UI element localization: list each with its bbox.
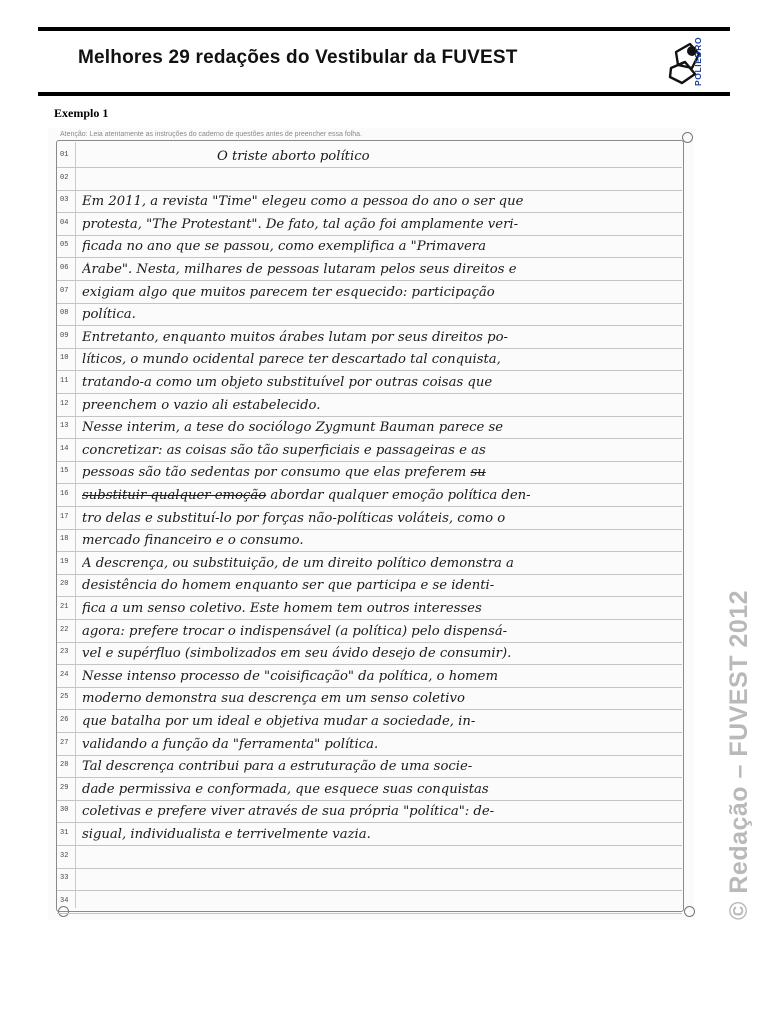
essay-line: moderno demonstra sua descrença em um senso coletivo [82, 691, 465, 707]
essay-line: Nesse intenso processo de "coisificação" da política, o homem [82, 668, 498, 684]
line-number: 28 [60, 761, 69, 770]
ruled-line [57, 891, 682, 914]
line-number: 09 [60, 331, 69, 340]
registration-mark-icon [684, 906, 695, 917]
essay-line: líticos, o mundo ocidental parece ter descartado tal conquista, [82, 352, 501, 368]
ruled-line [57, 168, 682, 191]
essay-line: que batalha por um ideal e objetiva mudar a sociedade, in- [82, 714, 476, 729]
ruled-line [57, 868, 682, 891]
line-number: 11 [60, 377, 69, 385]
essay-line: concretizar: as coisas são tão superficiais e passageiras e as [82, 442, 486, 458]
struck-text: substituir qualquer emoção [82, 488, 267, 503]
essay-line: preenchem o vazio ali estabelecido. [82, 397, 321, 413]
line-number: 12 [60, 399, 69, 408]
line-number: 31 [60, 829, 69, 837]
essay-line: A descrença, ou substituição, de um direito político demonstra a [82, 555, 514, 571]
line-number: 32 [60, 851, 69, 860]
line-number: 06 [60, 264, 69, 272]
line-number: 33 [60, 874, 69, 883]
line-number: 01 [60, 151, 69, 159]
line-number: 17 [60, 512, 69, 521]
struck-text: su [470, 465, 486, 481]
essay-line [82, 465, 682, 481]
essay-line: protesta, "The Protestant". De fato, tal ação foi amplamente veri- [82, 216, 519, 232]
essay-line: tratando-a como um objeto substituível por outras coisas que [82, 375, 493, 390]
line-number: 13 [60, 422, 69, 431]
sheet-instruction: Atenção: Leia atentamente as instruções do caderno de questões antes de preencher essa folha. [60, 131, 362, 138]
essay-line: mercado financeiro e o consumo. [82, 533, 304, 549]
essay-line: agora: prefere trocar o indispensável (a política) pelo dispensá- [82, 623, 508, 639]
line-number: 21 [60, 603, 69, 611]
line-number: 08 [60, 309, 69, 318]
essay-line: fica a um senso coletivo. Este homem tem outros interesses [82, 601, 482, 616]
logo-text: POLIEDRO [693, 36, 703, 86]
essay-line: tro delas e substituí-lo por forças não-políticas voláteis, como o [82, 510, 506, 526]
line-number: 20 [60, 580, 69, 589]
essay-line: desistência do homem enquanto ser que participa e se identi- [82, 578, 495, 594]
header-top-rule [38, 27, 730, 31]
line-number: 34 [60, 896, 69, 905]
ruled-line [57, 846, 682, 869]
essay-line: coletivas e prefere viver através de sua própria "política": de- [82, 804, 495, 820]
line-number: 22 [60, 625, 69, 634]
line-number: 03 [60, 196, 69, 205]
line-number: 07 [60, 286, 69, 295]
line-number: 10 [60, 354, 69, 363]
essay-line: Em 2011, a revista "Time" elegeu como a pessoa do ano o ser que [82, 194, 524, 210]
line-number: 16 [60, 490, 69, 498]
line-number: 24 [60, 670, 69, 679]
essay-line: Tal descrença contribui para a estruturação de uma socie- [82, 759, 473, 775]
line-number: 27 [60, 738, 69, 747]
line-number: 02 [60, 173, 69, 182]
line-number: 18 [60, 535, 69, 544]
line-number: 15 [60, 467, 69, 476]
line-number: 25 [60, 693, 69, 702]
essay-line: Nesse interim, a tese do sociólogo Zygmunt Bauman parece se [82, 420, 504, 436]
essay-line: ficada no ano que se passou, como exemplifica a "Primavera [82, 239, 486, 255]
line-number: 05 [60, 241, 69, 250]
essay-line: Entretanto, enquanto muitos árabes lutam por seus direitos po- [82, 329, 508, 345]
line-number: 19 [60, 557, 69, 566]
essay-line: validando a função da "ferramenta" política. [82, 736, 379, 752]
line-number: 30 [60, 806, 69, 815]
essay-line: vel e supérfluo (simbolizados em seu ávido desejo de consumir). [82, 646, 512, 662]
essay-title: O triste aborto político [217, 149, 370, 164]
page-title: Melhores 29 redações do Vestibular da FUVEST [78, 47, 518, 68]
essay-line-text: pessoas são tão sedentas por consumo que elas preferem [82, 465, 467, 481]
essay-line: política. [82, 307, 136, 323]
watermark: © Redação – FUVEST 2012 [725, 589, 753, 920]
line-number: 04 [60, 218, 69, 227]
essay-line: Árabe". Nesta, milhares de pessoas lutaram pelos seus direitos e [82, 262, 517, 277]
essay-line: dade permissiva e conformada, que esquece suas conquistas [82, 781, 489, 797]
essay-line: sigual, individualista e terrivelmente vazia. [82, 827, 371, 842]
line-number: 23 [60, 648, 69, 657]
line-number: 29 [60, 783, 69, 792]
essay-line: exigiam algo que muitos parecem ter esquecido: participação [82, 284, 495, 300]
registration-mark-icon [682, 132, 693, 143]
essay-line [82, 488, 682, 504]
line-number: 14 [60, 444, 69, 453]
header-bottom-rule [38, 92, 730, 96]
essay-line-text: abordar qualquer emoção política den- [270, 488, 531, 503]
example-label: Exemplo 1 [54, 106, 109, 120]
line-number: 26 [60, 716, 69, 724]
